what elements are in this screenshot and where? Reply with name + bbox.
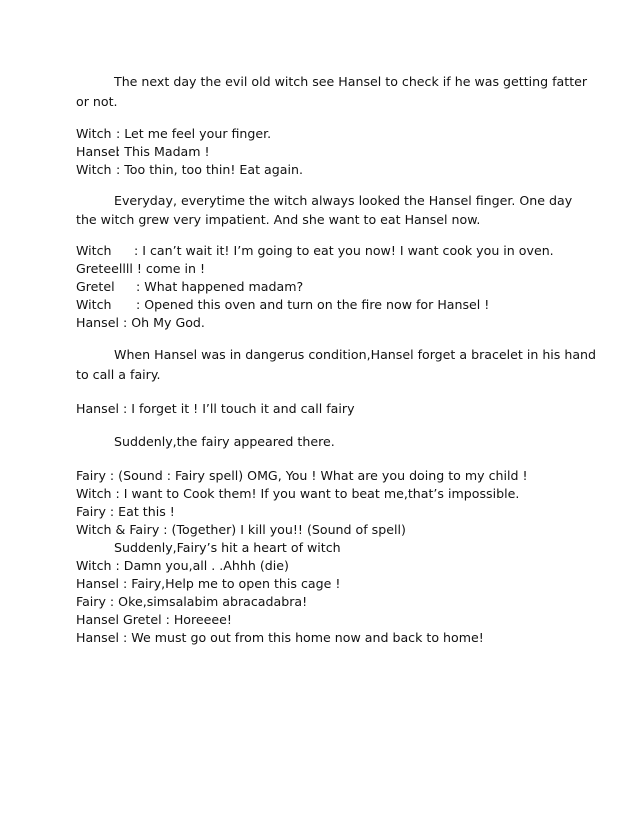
narration-line: Suddenly,Fairy’s hit a heart of witch	[114, 540, 341, 555]
dialogue-line	[76, 161, 303, 179]
dialogue-line: Witch & Fairy : (Together) I kill you!! (Sound of spell)	[76, 522, 406, 537]
dialogue-line	[76, 125, 271, 143]
dialogue-line: Fairy : Oke,simsalabim abracadabra!	[76, 594, 308, 609]
speaker-name: Witch	[76, 243, 112, 258]
dialogue-text: : I can’t wait it! I’m going to eat you now! I want cook you in oven.	[134, 243, 554, 258]
speaker-name: Hansel	[76, 144, 119, 159]
dialogue-text: : This Madam !	[116, 144, 210, 159]
speaker-name: Witch	[76, 162, 112, 177]
dialogue-line	[76, 242, 554, 260]
dialogue-line: Hansel : We must go out from this home now and back to home!	[76, 630, 484, 645]
dialogue-line: Witch : Damn you,all . .Ahhh (die)	[76, 558, 289, 573]
dialogue-text: : Let me feel your finger.	[116, 126, 272, 141]
dialogue-line: Hansel Gretel : Horeeee!	[76, 612, 232, 627]
narration-line: Suddenly,the fairy appeared there.	[114, 434, 335, 449]
speaker-name: Gretel	[76, 279, 115, 294]
dialogue-line: Hansel : I forget it ! I’ll touch it and call fairy	[76, 401, 355, 416]
dialogue-text: : Opened this oven and turn on the fire now for Hansel !	[136, 297, 490, 312]
dialogue-line: Greteellll ! come in !	[76, 261, 206, 276]
speaker-name: Witch	[76, 126, 112, 141]
dialogue-line: Witch : I want to Cook them! If you want to beat me,that’s impossible.	[76, 486, 520, 501]
dialogue-text: : What happened madam?	[136, 279, 304, 294]
dialogue-line	[76, 296, 489, 314]
dialogue-line	[76, 143, 210, 161]
dialogue-line: Fairy : Eat this !	[76, 504, 175, 519]
paragraph-2-line-2: the witch grew very impatient. And she want to eat Hansel now.	[76, 212, 481, 227]
dialogue-line	[76, 278, 303, 296]
paragraph-3-line-2: to call a fairy.	[76, 367, 161, 382]
dialogue-text: : Too thin, too thin! Eat again.	[116, 162, 303, 177]
dialogue-line: Fairy : (Sound : Fairy spell) OMG, You ! What are you doing to my child !	[76, 468, 528, 483]
speaker-name: Witch	[76, 297, 112, 312]
paragraph-3-line-1: When Hansel was in dangerus condition,Hansel forget a bracelet in his hand	[114, 347, 597, 362]
paragraph-1-line-1: The next day the evil old witch see Hansel to check if he was getting fatter	[114, 74, 588, 89]
dialogue-line: Hansel : Oh My God.	[76, 315, 205, 330]
paragraph-2-line-1: Everyday, everytime the witch always looked the Hansel finger. One day	[114, 193, 573, 208]
dialogue-line: Hansel : Fairy,Help me to open this cage !	[76, 576, 341, 591]
paragraph-1-line-2: or not.	[76, 94, 118, 109]
